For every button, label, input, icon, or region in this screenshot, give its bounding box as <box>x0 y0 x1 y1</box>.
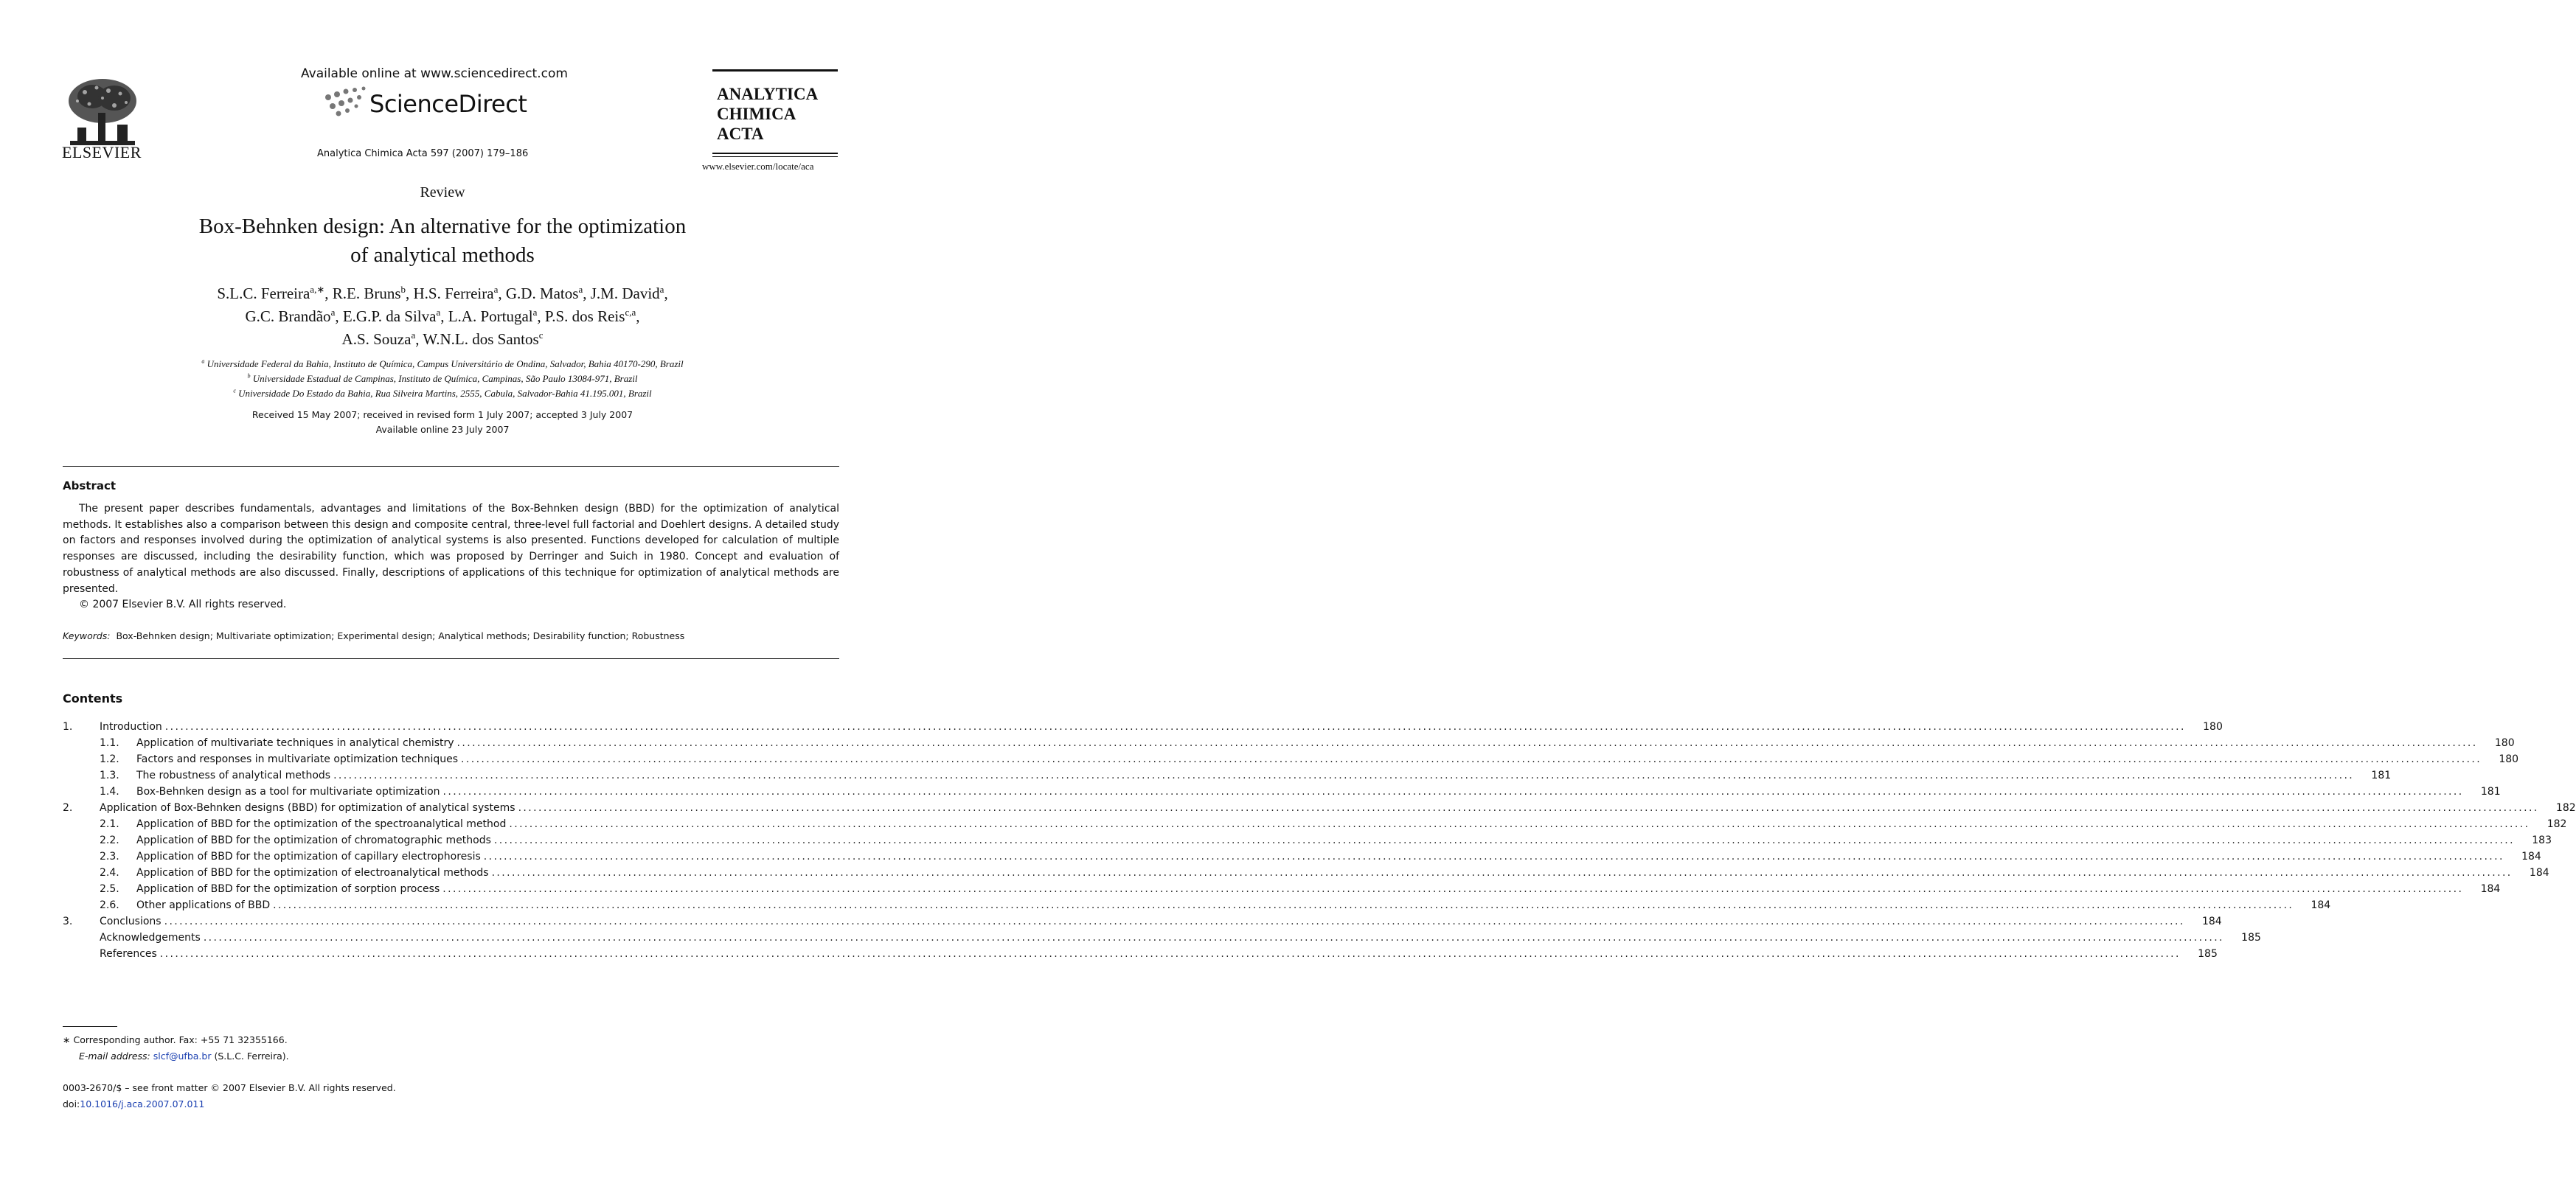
toc-entry-title: Introduction <box>100 721 162 733</box>
toc-entry-title: Application of Box-Behnken designs (BBD) for optimization of analytical systems <box>100 802 515 814</box>
toc-entry-number: 3. <box>63 916 73 927</box>
email-link[interactable]: slcf@ufba.br <box>153 1051 212 1062</box>
author-affiliation-mark: a <box>532 307 538 318</box>
author-name: S.L.C. Ferreira <box>217 285 310 302</box>
toc-entry-page: 184 <box>2201 916 2222 927</box>
author-line: A.S. Souza$^a$, W.N.L. dos Santos$^c$ <box>341 330 544 348</box>
toc-entry-title: Factors and responses in multivariate optimization techniques <box>136 753 459 765</box>
toc-entry[interactable] <box>63 737 2515 753</box>
toc-entry-title: Application of BBD for the optimization of capillary electrophoresis <box>136 851 481 863</box>
table-of-contents <box>63 721 2576 964</box>
author-affiliation-mark: c,a <box>625 307 636 318</box>
author-name: H.S. Ferreira <box>413 285 494 302</box>
author-affiliation-mark: a <box>493 284 499 295</box>
journal-title-line: CHIMICA <box>717 105 796 123</box>
toc-entry[interactable] <box>63 932 2261 948</box>
author-affiliation-mark: a <box>330 307 336 318</box>
toc-entry[interactable] <box>63 721 2223 737</box>
affiliation-mark: c <box>233 387 236 394</box>
author-name: W.N.L. dos Santos <box>423 330 539 348</box>
email-label: E-mail address: <box>79 1051 150 1062</box>
toc-leader-dots: ................................................................................................................................................................................................................................................................................................................................................................................................................ <box>273 899 2294 911</box>
abstract-body <box>63 501 839 613</box>
section-divider <box>63 466 839 467</box>
affiliation-text: Universidade Estadual de Campinas, Instituto de Química, Campinas, São Paulo 13084-971, Brazil <box>250 373 638 384</box>
affiliation-text: Universidade Federal da Bahia, Instituto de Química, Campus Universitário de Ondina, Salvador, Bahia 40170-290, Brazil <box>204 358 684 369</box>
author-name: E.G.P. da Silva <box>342 307 437 325</box>
affiliation-mark: a <box>201 358 205 365</box>
journal-url-link[interactable]: www.elsevier.com/locate/aca <box>702 161 814 172</box>
email-owner: (S.L.C. Ferreira). <box>214 1051 289 1062</box>
toc-entry-number: 1.4. <box>100 786 119 798</box>
toc-entry-page: 184 <box>2480 883 2501 895</box>
footnote-rule <box>63 1026 117 1027</box>
corresponding-author-text: Corresponding author. Fax: +55 71 32355166. <box>73 1034 288 1045</box>
toc-leader-dots: ................................................................................................................................................................................................................................................................................................................................................................................................................ <box>518 802 2539 814</box>
toc-entry-title: References <box>100 948 157 960</box>
toc-leader-dots: ................................................................................................................................................................................................................................................................................................................................................................................................................ <box>159 948 2181 960</box>
toc-entry-number: 2. <box>63 802 73 814</box>
footnote <box>63 1032 289 1065</box>
article-dates <box>0 408 885 437</box>
toc-entry-number: 2.3. <box>100 851 119 863</box>
keywords-line <box>63 630 684 641</box>
journal-top-rule <box>712 69 838 72</box>
author-name: G.D. Matos <box>505 285 579 302</box>
toc-entry[interactable] <box>63 835 2552 851</box>
abstract-heading: Abstract <box>63 479 117 492</box>
toc-leader-dots: ................................................................................................................................................................................................................................................................................................................................................................................................................ <box>203 932 2224 944</box>
doi-link[interactable]: 10.1016/j.aca.2007.07.011 <box>80 1098 205 1109</box>
toc-entry-title: Application of BBD for the optimization of electroanalytical methods <box>136 867 489 879</box>
journal-rule <box>712 153 838 154</box>
author-affiliation-mark: a <box>411 330 416 341</box>
section-divider <box>63 658 839 659</box>
toc-entry-page: 181 <box>2371 770 2392 781</box>
toc-leader-dots: ................................................................................................................................................................................................................................................................................................................................................................................................................ <box>333 770 2355 781</box>
toc-entry-page: 184 <box>2529 867 2549 879</box>
toc-entry-title: Box-Behnken design as a tool for multivariate optimization <box>136 786 440 798</box>
corresponding-author-note <box>63 1032 289 1048</box>
sciencedirect-dots-icon <box>321 86 372 122</box>
toc-entry[interactable] <box>63 916 2222 932</box>
toc-leader-dots: ................................................................................................................................................................................................................................................................................................................................................................................................................ <box>493 835 2515 846</box>
toc-entry-title: Application of BBD for the optimization of the spectroanalytical method <box>136 818 507 830</box>
author-line: S.L.C. Ferreira$^{a,∗}$, R.E. Bruns$^b$, H.S. Ferreira$^a$, G.D. Matos$^a$, J.M. David$^a$, <box>217 284 668 302</box>
toc-entry[interactable] <box>63 948 2218 964</box>
toc-entry-title: Application of BBD for the optimization of chromatographic methods <box>136 835 491 846</box>
author-affiliation-mark: a <box>659 284 664 295</box>
author-line: G.C. Brandão$^a$, E.G.P. da Silva$^a$, L.A. Portugal$^a$, P.S. dos Reis$^{c,a}$, <box>245 307 640 325</box>
author-name: G.C. Brandão <box>245 307 331 325</box>
issn-line: 0003-2670/$ – see front matter © 2007 Elsevier B.V. All rights reserved. <box>63 1082 396 1093</box>
toc-entry-title: Acknowledgements <box>100 932 201 944</box>
affiliation-mark: b <box>247 372 251 380</box>
article-type: Review <box>420 184 465 201</box>
toc-leader-dots: ................................................................................................................................................................................................................................................................................................................................................................................................................ <box>442 883 2464 895</box>
author-affiliation-mark: a <box>578 284 583 295</box>
affiliation <box>0 357 885 372</box>
toc-entry-number: 1.3. <box>100 770 119 781</box>
toc-leader-dots: ................................................................................................................................................................................................................................................................................................................................................................................................................ <box>164 721 2186 733</box>
toc-entry[interactable] <box>63 899 2331 916</box>
front-matter <box>63 1080 396 1112</box>
toc-entry-page: 184 <box>2311 899 2331 911</box>
toc-leader-dots: ................................................................................................................................................................................................................................................................................................................................................................................................................ <box>491 867 2513 879</box>
toc-entry[interactable] <box>63 883 2501 899</box>
affiliation-text: Universidade Do Estado da Bahia, Rua Silveira Martins, 2555, Cabula, Salvador-Bahia 41.195.001, Brazil <box>235 388 652 399</box>
abstract-text: The present paper describes fundamentals, advantages and limitations of the Box-Behnken design (BBD) for the optimization of analytical methods. It establishes also a comparison between this design and composite central, three-level full factorial and Doehlert designs. A detailed study on factors and responses involved during the optimization of analytical systems is also presented. Functions developed for calculation of multiple responses are discussed, including the desirability function, which was proposed by Derringer and Suich in 1980. Concept and evaluation of robustness of analytical methods are also discussed. Finally, descriptions of applications of this technique for optimization of analytical methods are presented. <box>63 503 839 595</box>
author-affiliation-mark: c <box>538 330 544 341</box>
toc-entry[interactable] <box>63 867 2549 883</box>
contents-heading: Contents <box>63 691 123 706</box>
author-name: R.E. Bruns <box>332 285 401 302</box>
toc-entry-page: 181 <box>2480 786 2501 798</box>
publisher-name: ELSEVIER <box>62 143 142 161</box>
copyright-notice: © 2007 Elsevier B.V. All rights reserved. <box>79 599 287 611</box>
toc-entry[interactable] <box>63 770 2392 786</box>
toc-entry-number: 1.1. <box>100 737 119 749</box>
author-list <box>0 282 885 351</box>
toc-entry-number: 2.4. <box>100 867 119 879</box>
footnote-mark: ∗ <box>63 1034 71 1045</box>
toc-entry[interactable] <box>63 851 2541 867</box>
available-online-date: Available online 23 July 2007 <box>375 424 510 435</box>
toc-entry-page: 182 <box>2555 802 2576 814</box>
toc-entry-number: 2.1. <box>100 818 119 830</box>
author-affiliation-mark: a <box>436 307 441 318</box>
toc-entry[interactable] <box>63 753 2519 770</box>
toc-entry-page: 180 <box>2203 721 2223 733</box>
toc-leader-dots: ................................................................................................................................................................................................................................................................................................................................................................................................................ <box>509 818 2530 830</box>
toc-entry-title: Conclusions <box>100 916 162 927</box>
journal-rule <box>712 156 838 157</box>
toc-entry-page: 185 <box>2241 932 2261 944</box>
article-title-line: Box-Behnken design: An alternative for the optimization <box>198 215 687 238</box>
toc-entry-title: Application of BBD for the optimization of sorption process <box>136 883 440 895</box>
journal-title <box>717 84 818 144</box>
journal-title-line: ANALYTICA <box>717 85 819 103</box>
doi-line <box>63 1096 396 1112</box>
author-affiliation-mark: a,∗ <box>310 284 325 295</box>
author-name: P.S. dos Reis <box>544 307 625 325</box>
doi-label: doi: <box>63 1098 80 1109</box>
sciencedirect-logo <box>321 86 542 122</box>
toc-entry-page: 184 <box>2521 851 2541 863</box>
toc-entry[interactable] <box>63 786 2501 802</box>
toc-entry[interactable] <box>63 818 2567 835</box>
email-note <box>63 1048 289 1065</box>
affiliation <box>0 372 885 386</box>
toc-entry-number: 2.5. <box>100 883 119 895</box>
toc-leader-dots: ................................................................................................................................................................................................................................................................................................................................................................................................................ <box>442 786 2464 798</box>
author-name: L.A. Portugal <box>448 307 533 325</box>
toc-leader-dots: ................................................................................................................................................................................................................................................................................................................................................................................................................ <box>461 753 2482 765</box>
toc-entry[interactable] <box>63 802 2576 818</box>
toc-entry-page: 183 <box>2532 835 2552 846</box>
available-online-text: Available online at www.sciencedirect.com <box>301 66 568 81</box>
toc-leader-dots: ................................................................................................................................................................................................................................................................................................................................................................................................................ <box>456 737 2478 749</box>
received-dates: Received 15 May 2007; received in revised form 1 July 2007; accepted 3 July 2007 <box>251 409 633 420</box>
author-name: J.M. David <box>590 285 660 302</box>
toc-entry-page: 182 <box>2547 818 2567 830</box>
toc-entry-page: 180 <box>2494 737 2515 749</box>
toc-leader-dots: ................................................................................................................................................................................................................................................................................................................................................................................................................ <box>164 916 2185 927</box>
toc-entry-title: Application of multivariate techniques in analytical chemistry <box>136 737 454 749</box>
toc-entry-number: 1.2. <box>100 753 119 765</box>
toc-entry-page: 180 <box>2499 753 2519 765</box>
toc-entry-title: The robustness of analytical methods <box>136 770 331 781</box>
author-affiliation-mark: b <box>400 284 406 295</box>
toc-entry-page: 185 <box>2198 948 2218 960</box>
journal-citation: Analytica Chimica Acta 597 (2007) 179–186 <box>317 148 529 159</box>
keywords-label: Keywords: <box>63 630 111 641</box>
toc-entry-number: 2.2. <box>100 835 119 846</box>
affiliation <box>0 386 885 401</box>
author-name: A.S. Souza <box>341 330 412 348</box>
article-title <box>0 212 885 270</box>
toc-entry-number: 2.6. <box>100 899 119 911</box>
sciencedirect-wordmark: ScienceDirect <box>369 90 527 118</box>
toc-entry-title: Other applications of BBD <box>136 899 271 911</box>
toc-leader-dots: ................................................................................................................................................................................................................................................................................................................................................................................................................ <box>483 851 2504 863</box>
affiliations <box>0 357 885 401</box>
article-title-line: of analytical methods <box>350 243 535 267</box>
journal-title-line: ACTA <box>717 125 764 143</box>
toc-entry-number: 1. <box>63 721 73 733</box>
keywords-list: Box-Behnken design; Multivariate optimization; Experimental design; Analytical methods; Desirability function; Robustness <box>116 630 685 641</box>
